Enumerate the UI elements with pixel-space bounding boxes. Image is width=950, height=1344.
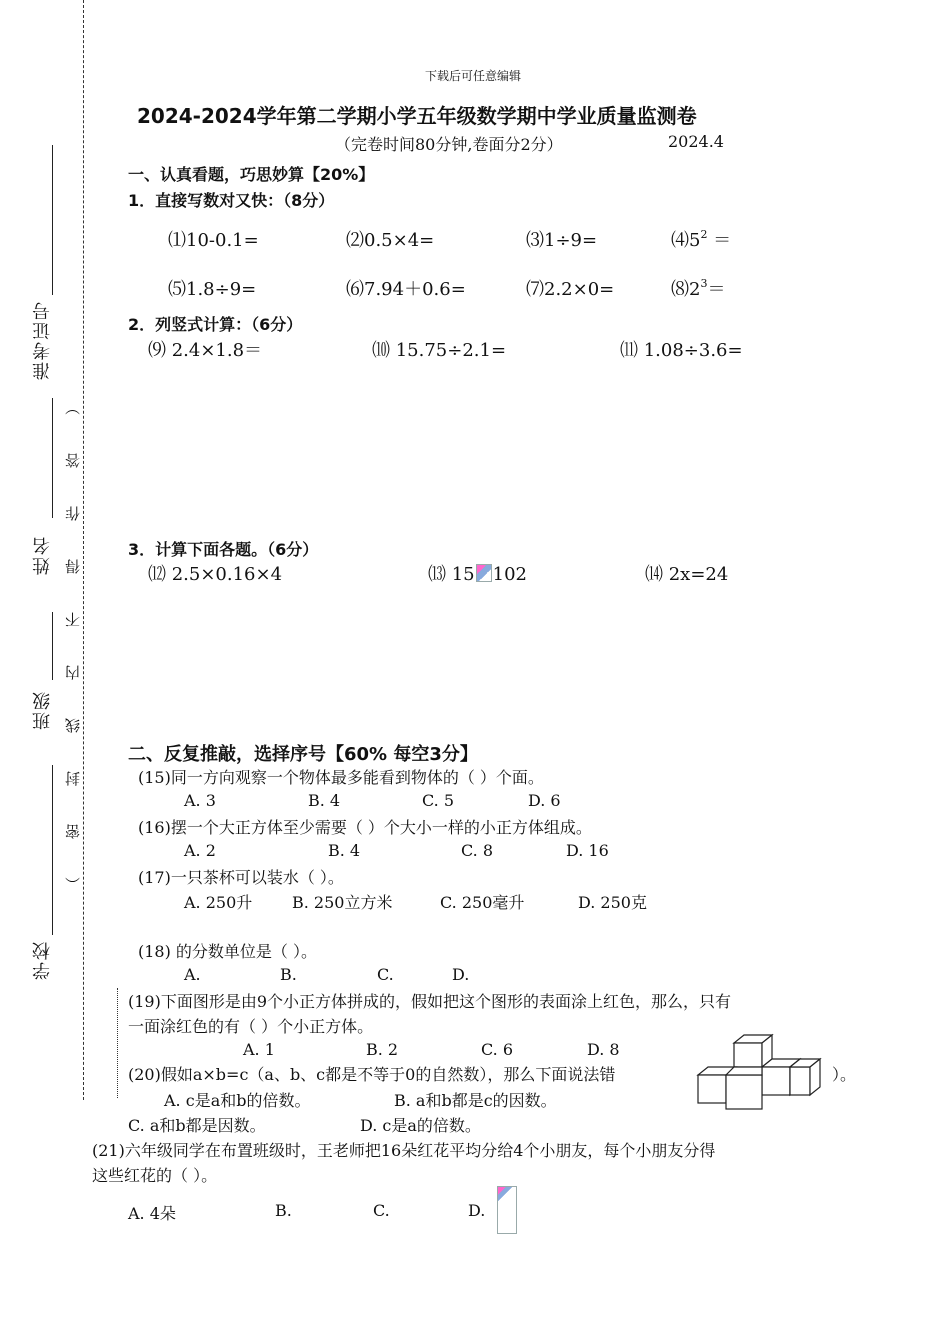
q16-option-c: C. 8 xyxy=(461,841,494,860)
q19-stem-line2: 一面涂红色的有（ ）个小正方体。 xyxy=(128,1017,374,1036)
cube-face-top xyxy=(734,1043,762,1067)
q1-item-3: ⑶1÷9= xyxy=(526,230,598,251)
q20-stem: (20)假如a×b=c（a、b、c都是不等于0的自然数），那么下面说法错 xyxy=(128,1065,616,1084)
q17-stem: (17)一只茶杯可以装水（ ）。 xyxy=(138,868,344,887)
q15-option-a: A. 3 xyxy=(184,791,216,810)
binding-line-3 xyxy=(52,612,53,680)
q2-item-9: ⑼ 2.4×1.8＝ xyxy=(148,340,263,361)
exam-date: 2024.4 xyxy=(668,132,724,151)
q21-option-d: D. xyxy=(468,1201,486,1220)
cube-face-right2 xyxy=(790,1067,810,1095)
q21-option-c: C. xyxy=(373,1201,390,1220)
q1-item-5: ⑸1.8÷9= xyxy=(168,279,257,300)
q2-heading: 2．列竖式计算：（6分） xyxy=(128,315,303,334)
q18-option-c: C. xyxy=(377,965,394,984)
q3-item-13: ⒀ 15 102 xyxy=(428,564,527,585)
q15-option-b: B. 4 xyxy=(308,791,341,810)
section1-heading: 一、认真看题，巧思妙算【20%】 xyxy=(128,165,375,184)
q18-stem: (18) 的分数单位是（ ）。 xyxy=(138,942,318,961)
fraction-image-icon xyxy=(476,564,492,582)
q21-stem-line2: 这些红花的（ ）。 xyxy=(92,1166,218,1185)
label-name: 姓名 xyxy=(32,535,53,575)
q1-item-4: $⑷5^2$ ＝ xyxy=(671,228,732,251)
q15-option-d: D. 6 xyxy=(528,791,561,810)
q21-option-a: A. 4朵 xyxy=(128,1204,176,1223)
q3-item-14: ⒁ 2x=24 xyxy=(645,564,729,585)
seal-note: （密封线内不得作答） xyxy=(64,362,82,892)
q20-option-c: C. a和b都是因数。 xyxy=(128,1116,266,1135)
q1-heading: 1．直接写数对又快：（8分） xyxy=(128,191,335,210)
q19-option-a: A. 1 xyxy=(243,1040,275,1059)
q15-option-c: C. 5 xyxy=(422,791,455,810)
q17-option-d: D. 250克 xyxy=(578,893,647,912)
page-subtitle: （完卷时间80分钟,卷面分2分） xyxy=(335,135,563,154)
q15-stem: (15)同一方向观察一个物体最多能看到物体的（ ）个面。 xyxy=(138,768,544,787)
q20-option-a: A. c是a和b的倍数。 xyxy=(164,1091,311,1110)
q1-item-6: ⑹7.94＋0.6= xyxy=(346,279,466,300)
q17-option-b: B. 250立方米 xyxy=(292,893,393,912)
q20-option-b: B. a和b都是c的因数。 xyxy=(394,1091,557,1110)
binding-line-1 xyxy=(52,145,53,295)
q1-item-2: ⑵0.5×4= xyxy=(346,230,435,251)
binding-dashed-line xyxy=(83,0,84,1100)
q21-option-b: B. xyxy=(275,1201,292,1220)
q1-item-1: ⑴10-0.1= xyxy=(168,230,259,251)
cube-stack-figure xyxy=(696,1033,826,1111)
q20-option-d: D. c是a的倍数。 xyxy=(360,1116,481,1135)
q19-option-d: D. 8 xyxy=(587,1040,620,1059)
q16-stem: (16)摆一个大正方体至少需要（ ）个大小一样的小正方体组成。 xyxy=(138,818,592,837)
q20-stem-end: ）。 xyxy=(832,1065,857,1084)
q1-item-8: $⑻2^3=$ xyxy=(671,277,726,300)
q1-item-7: ⑺2.2×0= xyxy=(526,279,615,300)
q19-left-rule xyxy=(117,988,118,1098)
header-note: 下载后可任意编辑 xyxy=(425,69,522,83)
section2-heading: 二、反复推敲，选择序号【60% 每空3分】 xyxy=(128,744,478,765)
q17-option-a: A. 250升 xyxy=(184,893,253,912)
cube-face-right xyxy=(762,1067,790,1095)
q2-item-11: ⑾ 1.08÷3.6= xyxy=(620,340,743,361)
q2-item-10: ⑽ 15.75÷2.1= xyxy=(372,340,507,361)
cube-face-left xyxy=(698,1075,726,1103)
q16-option-a: A. 2 xyxy=(184,841,216,860)
label-school: 学校 xyxy=(32,940,53,980)
q19-option-b: B. 2 xyxy=(366,1040,399,1059)
binding-line-2 xyxy=(52,398,53,518)
q18-option-d: D. xyxy=(452,965,470,984)
page-title: 2024-2024学年第二学期小学五年级数学期中学业质量监测卷 xyxy=(137,104,697,128)
label-exam-number: 准考证号 xyxy=(32,300,53,380)
q18-option-a: A. xyxy=(184,965,201,984)
label-class: 班级 xyxy=(32,690,53,730)
fraction-image-placeholder xyxy=(497,1186,517,1234)
q3-item-12: ⑿ 2.5×0.16×4 xyxy=(148,564,283,585)
q21-stem-line1: (21)六年级同学在布置班级时，王老师把16朵红花平均分给4个小朋友，每个小朋友分得 xyxy=(92,1141,716,1160)
q19-stem-line1: (19)下面图形是由9个小正方体拼成的，假如把这个图形的表面涂上红色，那么，只有 xyxy=(128,992,732,1011)
binding-line-4 xyxy=(52,765,53,935)
q3-heading: 3．计算下面各题。（6分） xyxy=(128,540,319,559)
q18-option-b: B. xyxy=(280,965,297,984)
cube-face-middle xyxy=(726,1075,762,1109)
q19-option-c: C. 6 xyxy=(481,1040,514,1059)
q16-option-b: B. 4 xyxy=(328,841,361,860)
q17-option-c: C. 250毫升 xyxy=(440,893,525,912)
q16-option-d: D. 16 xyxy=(566,841,609,860)
